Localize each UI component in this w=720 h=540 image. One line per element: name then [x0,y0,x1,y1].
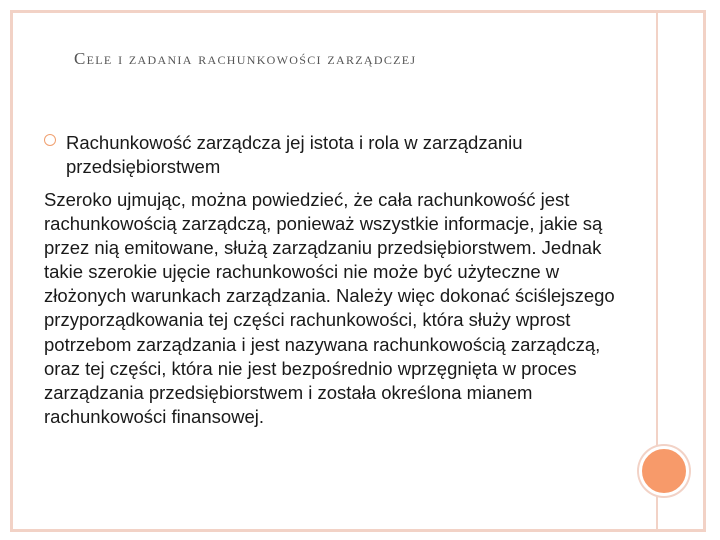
bullet-item [44,131,624,179]
bullet-text: Rachunkowość zarządcza jej istota i rola w zarządzaniu przedsiębiorstwem [66,132,523,177]
body-paragraph: Szeroko ujmując, można powiedzieć, że cała rachunkowość jest rachunkowością zarządczą, ponieważ wszystkie informacje, jakie są przez nią emitowane, służą zarządzaniu przedsiębiorstwem. Jednak takie szerokie ujęcie rachunkowości nie może być użyteczne w złożonych warunkach zarządzania. Należy więc dokonać ściślejszego przyporządkowania tej części rachunkowości, która służy wprost potrzebom zarządzania i jest nazywana rachunkowością zarządczą, oraz tej części, która nie jest bezpośrednio wprzęgnięta w proces zarządzania przedsiębiorstwem i została określona mianem rachunkowości finansowej. [44,189,615,427]
decorative-circle-icon [639,446,689,496]
slide-title: Cele i zadania rachunkowości zarządczej [74,49,417,68]
hollow-circle-bullet-icon [44,134,56,146]
